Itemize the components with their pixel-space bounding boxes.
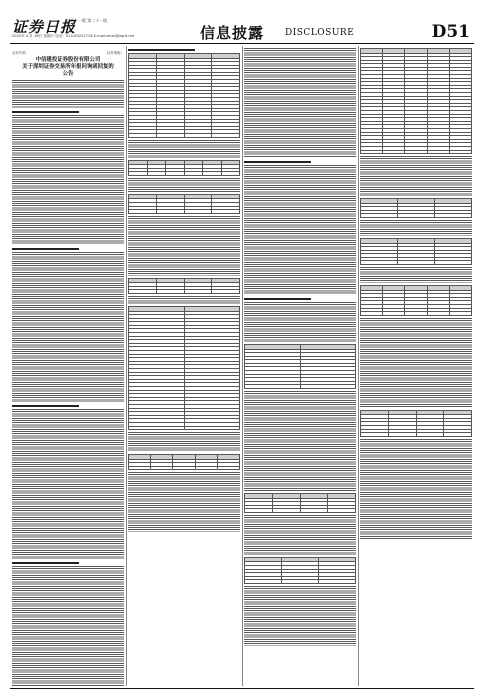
subheading — [12, 562, 79, 564]
column-2 — [128, 46, 240, 686]
logo-subtitle: 第十一版 第二十一版 — [70, 18, 108, 23]
newspaper-logo: 证券日报 — [12, 18, 77, 36]
body-text-block — [128, 140, 240, 158]
body-text-block — [12, 115, 124, 245]
body-text-block — [128, 432, 240, 452]
data-table — [360, 285, 472, 316]
data-table — [360, 410, 472, 437]
data-table — [360, 238, 472, 265]
announcement-header — [12, 50, 124, 78]
body-text-block — [12, 409, 124, 559]
body-text-block — [128, 472, 240, 532]
body-text-block — [244, 586, 356, 646]
subheading — [244, 161, 311, 163]
data-table — [360, 48, 472, 154]
body-text-block — [244, 48, 356, 158]
column-3 — [244, 46, 356, 686]
body-text-block — [360, 156, 472, 196]
data-table — [128, 160, 240, 176]
body-text-block — [360, 267, 472, 283]
security-codes — [12, 50, 124, 55]
column-divider — [358, 46, 359, 686]
body-text-block — [12, 566, 124, 686]
body-text-block — [360, 220, 472, 236]
footer-divider — [10, 688, 474, 689]
masthead — [0, 0, 484, 44]
body-text-block — [360, 318, 472, 408]
body-text-block — [244, 165, 356, 295]
announcement-title-line: 中信建投证券股份有限公司 — [35, 57, 101, 63]
security-code-label: 证券代码： — [12, 51, 29, 55]
data-table — [360, 198, 472, 218]
column-1 — [12, 46, 124, 686]
announcement-title-line: 公告 — [62, 71, 74, 77]
data-table — [244, 493, 356, 513]
section-title-english: DISCLOSURE — [285, 28, 355, 38]
subheading — [12, 405, 79, 407]
body-text-block — [128, 296, 240, 304]
security-abbr-label: 证券简称： — [107, 51, 124, 55]
data-table — [128, 306, 240, 430]
column-divider — [242, 46, 243, 686]
data-table — [128, 53, 240, 138]
body-text-block — [244, 302, 356, 342]
issue-info: 2022年 4 月 16日 星期六 电话：010-83251716 E-mail:zmzx@zqrb.net — [12, 34, 135, 38]
masthead-divider — [10, 43, 474, 44]
body-text-block — [360, 439, 472, 539]
body-text-block — [12, 252, 124, 402]
body-text-block — [244, 391, 356, 491]
column-4 — [360, 46, 472, 686]
data-table — [244, 344, 356, 389]
subheading — [12, 111, 79, 113]
table-caption — [128, 49, 195, 51]
data-table — [128, 454, 240, 470]
announcement-title-line: 关于深圳证券交易所年报问询函回复的 — [22, 64, 114, 70]
body-text-block — [12, 80, 124, 108]
subheading — [12, 248, 79, 250]
data-table — [128, 278, 240, 294]
page-number: D51 — [431, 22, 470, 42]
section-title: 信息披露 — [200, 24, 265, 42]
data-table — [244, 557, 356, 584]
body-text-block — [128, 178, 240, 192]
data-table — [128, 194, 240, 214]
column-divider — [126, 46, 127, 686]
body-text-block — [244, 515, 356, 555]
body-text-block — [128, 216, 240, 276]
subheading — [244, 298, 311, 300]
